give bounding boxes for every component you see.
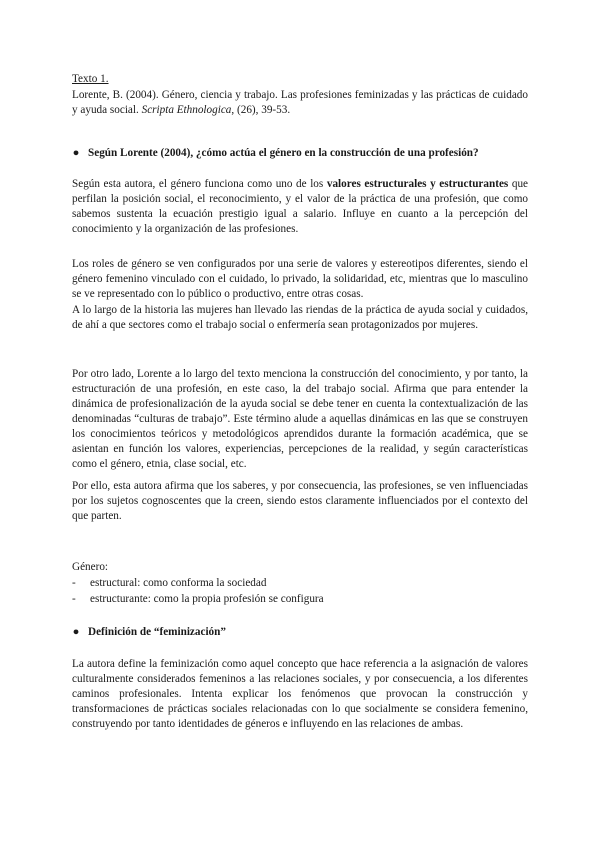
section2-heading-text: Definición de “feminización”: [88, 626, 226, 638]
genero-item-text: estructural: como conforma la sociedad: [90, 577, 267, 589]
citation-text: Lorente, B. (2004). Género, ciencia y trabajo. Las profesiones feminizadas y las prácticas de cuidado y ayuda social.: [72, 89, 528, 116]
citation-volume: , (26), 39-53.: [231, 104, 291, 116]
section1-paragraph-4: Por otro lado, Lorente a lo largo del texto menciona la construcción del conocimiento, y por tanto, la estructuración de una profesión, en este caso, la del trabajo social. Afirma que para entender la dinámica de profesionalización de la ayuda social se debe tener en cuenta la contextualización de las denominadas “culturas de trabajo”. Este término alude a aquellas dinámicas en las que se construyen los conocimientos teóricos y metodológicos aprendidos durante la formación académica, que se asientan en función los valores, experiencias, percepciones de la realidad, y según características como el género, etnia, clase social, etc.: [72, 368, 528, 470]
section1-paragraph-5: Por ello, esta autora afirma que los saberes, y por consecuencia, las profesiones, se ven influenciadas por los sujetos cognoscentes que la creen, siendo estos claramente influenciados por el contexto del que parten.: [72, 480, 528, 522]
p1-text-b: que perfilan la posición social, el reconocimiento, y el valor de la práctica de una profesión, que como sabemos sustenta la ecuación prestigio igual a salario. Influye en cuanto a la percepción del conocimiento y la organización de las profesiones.: [72, 178, 529, 235]
genero-item-2: [72, 592, 520, 607]
p1-text-a: Según esta autora, el género funciona como uno de los: [72, 178, 327, 190]
p1-bold: valores estructurales y estructurantes: [326, 178, 509, 190]
bullet-icon: ●: [72, 147, 80, 159]
genero-item-1: [72, 576, 520, 591]
reference-title: Texto 1.: [72, 73, 109, 85]
section1-heading: [72, 146, 528, 161]
bullet-icon: ●: [72, 626, 80, 638]
reference-citation: [72, 88, 528, 118]
section1-paragraph-1: [72, 177, 528, 237]
section1-paragraph-2: Los roles de género se ven configurados por una serie de valores y estereotipos diferentes, siendo el género femenino vinculado con el cuidado, lo privado, la solidaridad, etc, mientras que lo masculino se ve representado con lo público o productivo, entre otras cosas.: [72, 258, 528, 300]
genero-item-text: estructurante: como la propia profesión se configura: [90, 593, 324, 605]
section1-heading-text: Según Lorente (2004), ¿cómo actúa el género en la construcción de una profesión?: [88, 147, 479, 159]
section2-heading: [72, 625, 528, 640]
section1-paragraph-3: A lo largo de la historia las mujeres han llevado las riendas de la práctica de ayuda social y cuidados, de ahí a que sectores como el trabajo social o enfermería sean protagonizados por mujeres.: [72, 304, 528, 331]
dash-marker: -: [72, 593, 76, 605]
section2-paragraph-1: La autora define la feminización como aquel concepto que hace referencia a la asignación de valores culturalmente considerados femeninos a las relaciones sociales, y por consecuencia, a los diferentes caminos profesionales. Intenta explicar los fenómenos que provocan la construcción y transformaciones de prácticas sociales relacionadas con lo que socialmente se considera femenino, construyendo por tanto identidades de géneros e influyendo en las relaciones de ambas.: [72, 658, 528, 730]
dash-marker: -: [72, 577, 76, 589]
genero-label: Género:: [72, 561, 109, 573]
citation-journal: Scripta Ethnologica: [141, 104, 232, 116]
reference-label: [72, 72, 528, 87]
